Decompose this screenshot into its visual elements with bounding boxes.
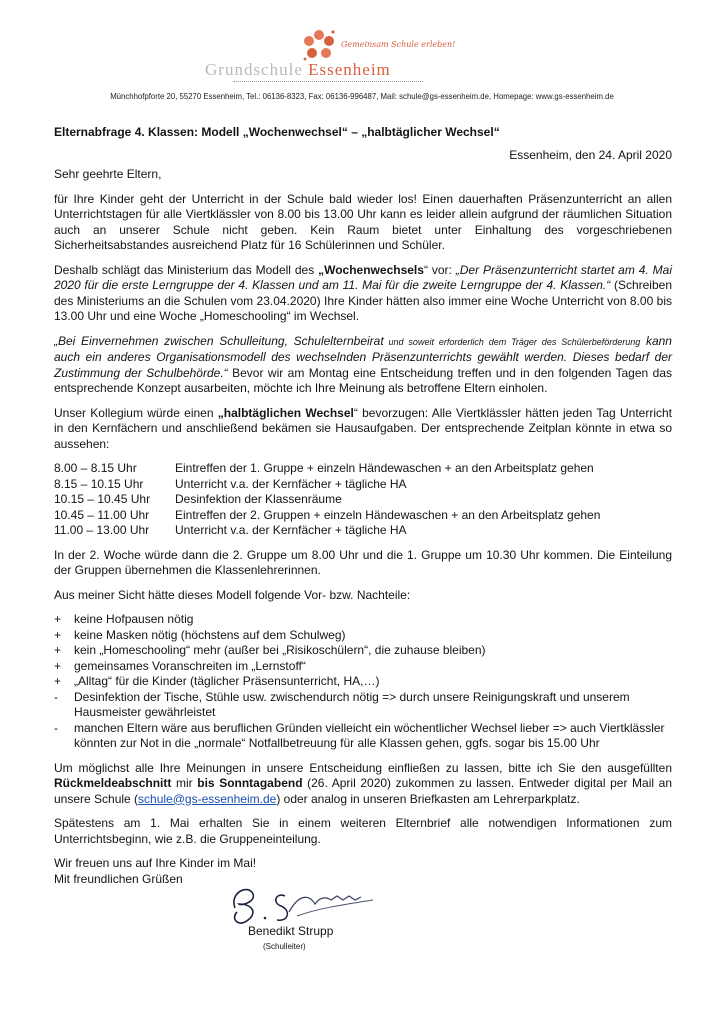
list-item (54, 659, 672, 675)
list-marker: + (54, 658, 62, 673)
school-name (205, 60, 391, 80)
list-item (54, 628, 672, 644)
p3-quote-c: kann auch ein anderes Organisationsmodell des wechselnden Präsenzunterrichts gewählt werden. Dieses bedarf der Zustimmung der Schulbehörde.“ (54, 333, 672, 380)
list-item (54, 721, 672, 752)
p2-ministry-quote: „Der Präsenzunterricht startet am 4. Mai 2020 für die erste Lerngruppe der 4. Klassen und am 11. Mai für die zweite Lerngruppe der 4. Klassen.“ (54, 262, 673, 292)
closing-line-1: Wir freuen uns auf Ihre Kinder im Mai! (54, 856, 257, 870)
schedule-activity: Unterricht v.a. der Kernfächer + tägliche HA (175, 476, 407, 491)
schedule-row (54, 508, 672, 524)
p7-deadline: bis Sonntagabend (197, 776, 303, 790)
list-marker: - (54, 689, 58, 704)
school-logo (205, 28, 475, 86)
paragraph-3 (54, 334, 672, 397)
schedule-activity: Desinfektion der Klassenräume (175, 492, 342, 506)
list-item-text: kein „Homeschooling“ mehr (außer bei „Risikoschülern“, die zuhause bleiben) (74, 643, 486, 657)
school-email-link[interactable]: schule@gs-essenheim.de (138, 791, 277, 806)
schedule-time: 10.45 – 11.00 Uhr (54, 507, 150, 522)
p4-model-name: „halbtäglichen Wechsel (217, 405, 354, 420)
list-item-text: Desinfektion der Tische, Stühle usw. zwischendurch nötig => durch unsere Reinigungskraft und unserem Hausmeister gewährleistet (74, 689, 630, 719)
list-marker: + (54, 627, 62, 642)
paragraph-6: Aus meiner Sicht hätte dieses Modell folgende Vor- bzw. Nachteile: (54, 587, 411, 602)
list-item-text: manchen Eltern wäre aus beruflichen Gründen vielleicht ein wöchentlicher Wechsel lieber => auch Viertklässler könnten zur Not in die „normale“ Notfallbetreuung für alle Klassen gehen, ggfs. sogar bis 15.00 Uhr (74, 720, 665, 750)
letter-subject: Elternabfrage 4. Klassen: Modell „Wochenwechsel“ – „halbtäglicher Wechsel“ (54, 125, 500, 139)
schedule-time: 11.00 – 13.00 Uhr (54, 523, 150, 537)
schedule-row (54, 523, 672, 539)
list-marker: + (54, 674, 62, 688)
p3-quote-a: „Bei Einvernehmen zwischen Schulleitung, Schulelternbeirat (54, 333, 384, 348)
flower-logo-icon (301, 28, 337, 64)
logo-divider (233, 81, 423, 82)
list-item-text: „Alltag“ für die Kinder (täglicher Präsensunterricht, HA,…) (74, 674, 380, 688)
list-item (54, 690, 672, 721)
handwritten-signature (223, 878, 393, 930)
list-item-text: gemeinsames Voranschreiten im „Lernstoff“ (74, 658, 306, 673)
signature-block (215, 878, 395, 988)
p3-text-d: Bevor wir am Montag eine Entscheidung treffen und in den folgenden Tagen das entsprechende Konzept ausarbeiten, möchte ich Ihre Meinung als betroffene Eltern einholen. (54, 365, 672, 395)
schedule-row (54, 492, 672, 508)
schedule-table (54, 461, 672, 539)
letter-date: Essenheim, den 24. April 2020 (509, 147, 672, 162)
p7-feedback-form: Rückmeldeabschnitt (54, 776, 172, 790)
schedule-row (54, 461, 672, 477)
signer-role: (Schulleiter) (263, 942, 306, 951)
school-name-part2: Essenheim (308, 60, 391, 79)
paragraph-4 (54, 406, 672, 453)
p2-text-e: (Schreiben des Ministeriums an die Schulen vom 23.04.2020) Ihre Kinder hätten also immer eine Woche Unterricht von 8.00 bis 13.00 Uhr und eine Woche „Homeschooling“ im Wechsel. (54, 278, 672, 323)
schedule-time: 8.15 – 10.15 Uhr (54, 476, 144, 491)
school-name-part1: Grundschule (205, 60, 309, 79)
list-marker: + (54, 643, 62, 657)
letterhead-address: Münchhofpforte 20, 55270 Essenheim, Tel.: 06136-8323, Fax: 06136-996487, Mail: schule@gs-essenheim.de, Homepage: www.gs-essenheim.de (110, 92, 614, 101)
paragraph-5: In der 2. Woche würde dann die 2. Gruppe um 8.00 Uhr und die 1. Gruppe um 10.30 Uhr kommen. Die Einteilung der Gruppen übernehmen die Klassenlehrerinnen. (54, 547, 672, 577)
p2-text-c: “ vor: (423, 262, 456, 277)
closing-line-2: Mit freundlichen Grüßen (54, 871, 183, 886)
p4-text-a: Unser Kollegium würde einen (54, 405, 218, 420)
p7-text-c: mir (171, 776, 198, 790)
p2-model-name: „Wochenwechsels (318, 262, 424, 277)
list-item-text: keine Masken nötig (höchstens auf dem Schulweg) (74, 627, 346, 642)
paragraph-8: Spätestens am 1. Mai erhalten Sie in einem weiteren Elternbrief alle notwendigen Informationen zum Unterrichtsbeginn, wie z.B. die Gruppeneinteilung. (54, 816, 672, 846)
schedule-activity: Eintreffen der 2. Gruppen + einzeln Händewaschen + an den Arbeitsplatz gehen (175, 507, 601, 522)
p7-text-e: (26. April 2020) zukommen zu lassen. Entweder digital per Mail an unsere Schule ( (54, 776, 673, 806)
salutation: Sehr geehrte Eltern, (54, 167, 162, 181)
signer-name: Benedikt Strupp (248, 924, 334, 938)
letter-body (54, 125, 672, 887)
list-marker: - (54, 720, 58, 735)
list-item-text: keine Hofpausen nötig (74, 612, 194, 626)
schedule-time: 10.15 – 10.45 Uhr (54, 492, 151, 506)
schedule-activity: Unterricht v.a. der Kernfächer + tägliche HA (175, 523, 407, 537)
paragraph-7 (54, 761, 672, 808)
paragraph-1: für Ihre Kinder geht der Unterricht in der Schule bald wieder los! Einen dauerhaften Präsenzunterricht an allen Unterrichtstagen für alle Viertklässler von 8.00 bis 13.00 Uhr kann es leider allein aufgrund der räumlichen Situation auch an unserer Schule nicht geben. Kein Raum bietet unter Einhaltung des vorgeschriebenen Sicherheitsabstandes ausreichend Platz für 16 Schülerinnen und Schüler. (54, 191, 672, 252)
pros-cons-list (54, 612, 672, 752)
p3-quote-small: und soweit erforderlich dem Träger des Schülerbeförderung (383, 336, 641, 347)
list-marker: + (54, 612, 62, 626)
p7-text-a: Um möglichst alle Ihre Meinungen in unsere Entscheidung einfließen zu lassen, bitte ich Sie den ausgefüllten (54, 760, 672, 775)
paragraph-2 (54, 263, 672, 325)
list-item (54, 612, 672, 628)
logo-tagline: Gemeinsam Schule erleben! (341, 40, 456, 49)
schedule-row (54, 477, 672, 493)
p4-text-c: “ bevorzugen: Alle Viertklässler hätten jeden Tag Unterricht in den Kernfächern und anschließend bekämen sie Hausaufgaben. Der entsprechende Zeitplan könnte in etwa so aussehen: (54, 405, 672, 451)
p7-text-f: ) oder analog in unseren Briefkasten am Lehrerparkplatz. (276, 791, 580, 806)
p2-text-a: Deshalb schlägt das Ministerium das Modell des (54, 262, 319, 277)
schedule-activity: Eintreffen der 1. Gruppe + einzeln Händewaschen + an den Arbeitsplatz gehen (175, 461, 594, 475)
list-item (54, 674, 672, 690)
schedule-time: 8.00 – 8.15 Uhr (54, 461, 137, 475)
list-item (54, 643, 672, 659)
